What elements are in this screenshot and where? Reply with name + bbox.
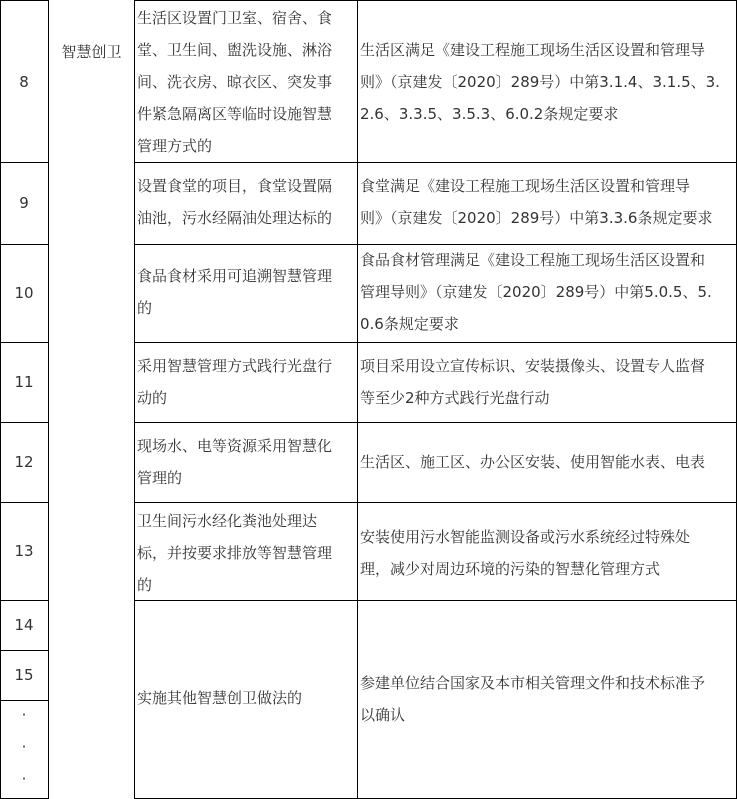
table-border-right	[736, 0, 737, 799]
row-line-8-9-num	[0, 162, 49, 163]
ellipsis-dot: ·	[21, 738, 27, 756]
row-line-10-11	[134, 342, 737, 343]
row-number: 9	[19, 194, 29, 212]
row-line-12-13-num	[0, 502, 49, 503]
item-text: 食品食材采用可追溯智慧管理 的	[137, 267, 333, 317]
requirement-text: 生活区、施工区、办公区安装、使用智能水表、电表	[360, 453, 706, 471]
item-text: 卫生间污水经化粪池处理达 标，并按要求排放等智慧管理 的	[137, 512, 333, 594]
row-number: 15	[14, 666, 34, 684]
item-text: 设置食堂的项目，食堂设置隔 油池，污水经隔油处理达标的	[137, 177, 333, 227]
row-line-12-13	[134, 502, 737, 503]
row-line-15-dots-num	[0, 700, 49, 701]
table-divider-category	[134, 0, 135, 799]
table-divider-item	[357, 0, 358, 799]
row-line-14-15-num	[0, 650, 49, 651]
row-number: 12	[14, 453, 34, 471]
item-text: 生活区设置门卫室、宿舍、食 堂、卫生间、盥洗设施、淋浴 间、洗衣房、晾衣区、突发事 件紧急隔离区等临时设施智慧 管理方式的	[137, 9, 333, 155]
item-text: 采用智慧管理方式践行光盘行 动的	[137, 357, 333, 407]
row-line-9-10-num	[0, 244, 49, 245]
row-number: 11	[14, 373, 34, 391]
row-number: 10	[14, 284, 34, 302]
table-divider-num	[48, 0, 49, 799]
requirement-text: 食堂满足《建设工程施工现场生活区设置和管理导 则》（京建发〔2020〕289号）中第3.3.6条规定要求	[360, 177, 713, 227]
ellipsis-dot: ·	[21, 706, 27, 724]
requirement-text: 项目采用设立宣传标识、安装摄像头、设置专人监督 等至少2种方式践行光盘行动	[360, 357, 706, 407]
row-line-8-9	[134, 162, 737, 163]
row-number: 13	[14, 542, 34, 560]
row-line-11-12-num	[0, 422, 49, 423]
requirement-text: 安装使用污水智能监测设备或污水系统经过特殊处 理，减少对周边环境的污染的智慧化管理方式	[360, 528, 691, 578]
row-line-top	[0, 0, 49, 1]
requirement-text: 食品食材管理满足《建设工程施工现场生活区设置和 管理导则》（京建发〔2020〕289号）中第5.0.5、5. 0.6条规定要求	[360, 251, 712, 333]
category-label: 智慧创卫	[61, 43, 122, 61]
row-line-11-12	[134, 422, 737, 423]
item-text: 现场水、电等资源采用智慧化 管理的	[137, 437, 333, 487]
row-line-10-11-num	[0, 342, 49, 343]
ellipsis-dot: ·	[21, 770, 27, 788]
item-text: 实施其他智慧创卫做法的	[137, 689, 303, 707]
row-line-13-14-num	[0, 600, 49, 601]
requirement-text: 生活区满足《建设工程施工现场生活区设置和管理导 则》（京建发〔2020〕289号）中第3.1.4、3.1.5、3. 2.6、3.3.5、3.5.3、6.0.2条规定要求	[360, 41, 720, 123]
requirement-text: 参建单位结合国家及本市相关管理文件和技术标准予 以确认	[360, 674, 706, 724]
row-number: 14	[14, 616, 34, 634]
row-line-top-right	[134, 0, 737, 1]
row-number: 8	[19, 73, 29, 91]
